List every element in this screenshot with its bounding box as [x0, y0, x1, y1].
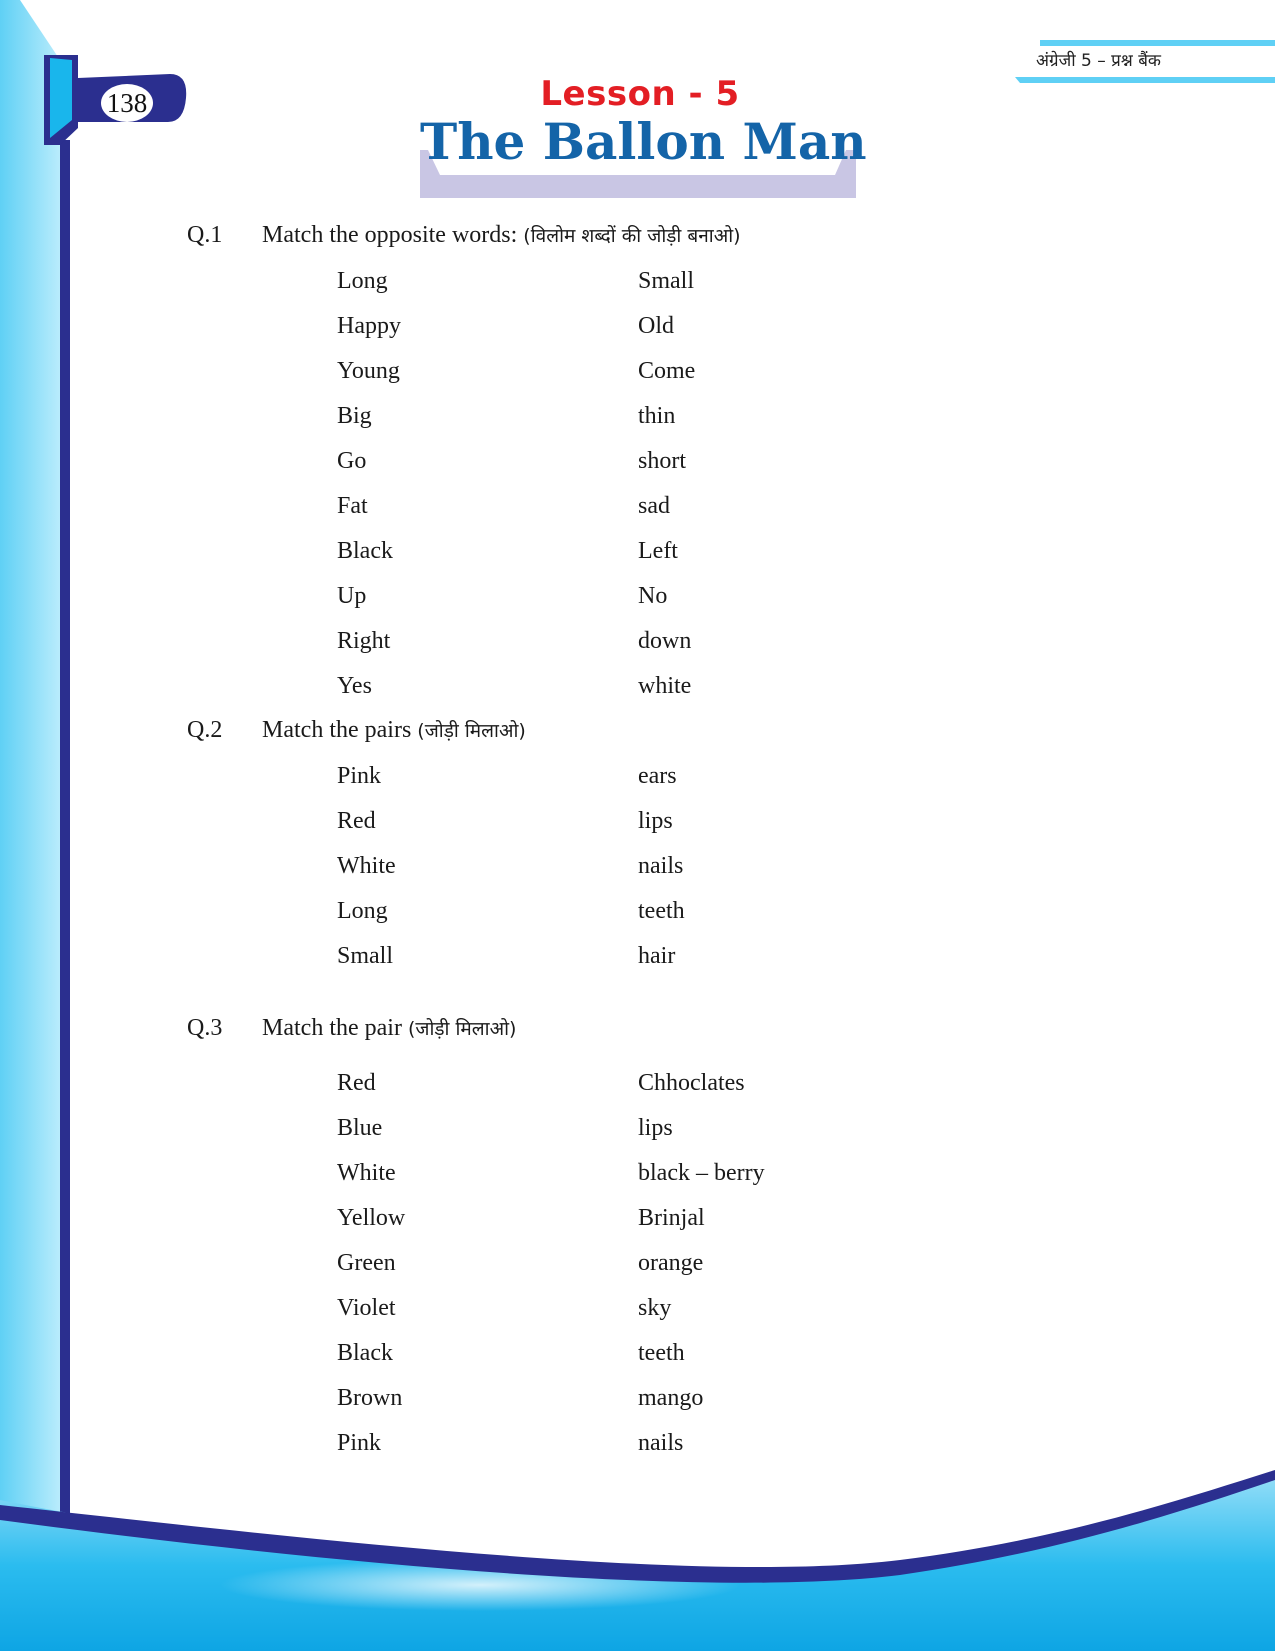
pair-right: down — [638, 628, 692, 654]
pair-left: Up — [337, 583, 367, 609]
pair-right: Left — [638, 538, 678, 564]
pair-right: thin — [638, 403, 676, 429]
pair-right: nails — [638, 1430, 684, 1456]
question-prompt-english: Match the pairs — [262, 717, 412, 743]
pair-right: mango — [638, 1385, 704, 1411]
pair-left: Happy — [337, 313, 401, 339]
pair-left: Yellow — [337, 1205, 406, 1231]
pair-right: lips — [638, 1115, 673, 1141]
question-label: Q.1 — [187, 222, 223, 248]
pair-left: Pink — [337, 1430, 382, 1456]
pair-left: Black — [337, 538, 393, 564]
question-prompt-hindi: (विलोम शब्दों की जोड़ी बनाओ) — [523, 225, 741, 247]
pair-left: Black — [337, 1340, 393, 1366]
pair-left: Red — [337, 808, 376, 834]
pair-left: Long — [337, 268, 388, 294]
pair-right: teeth — [638, 1340, 685, 1366]
question-prompt — [262, 222, 741, 249]
left-bar — [60, 140, 70, 1520]
question-label: Q.3 — [187, 1015, 223, 1041]
question-prompt-english: Match the opposite words: — [262, 222, 518, 248]
pair-right: ears — [638, 763, 677, 789]
question-prompt-hindi: (जोड़ी मिलाओ) — [417, 720, 526, 742]
pair-left: Violet — [337, 1295, 396, 1321]
pair-right: lips — [638, 808, 673, 834]
pair-right: sky — [638, 1295, 672, 1321]
pair-right: black – berry — [638, 1160, 765, 1186]
pair-right: Brinjal — [638, 1205, 705, 1231]
pair-right: teeth — [638, 898, 685, 924]
pair-left: Fat — [337, 493, 368, 519]
pair-left: Long — [337, 898, 388, 924]
left-panel — [0, 0, 60, 1651]
pair-left: Young — [337, 358, 400, 384]
pair-right: hair — [638, 943, 676, 969]
running-header: अंग्रेजी 5 – प्रश्न बैंक — [1036, 51, 1161, 71]
pair-right: No — [638, 583, 668, 609]
pair-left: Blue — [337, 1115, 383, 1141]
question-prompt — [262, 717, 526, 744]
lesson-title: The Ballon Man — [420, 112, 867, 171]
pair-left: Go — [337, 448, 367, 474]
pair-right: nails — [638, 853, 684, 879]
pair-left: Small — [337, 943, 394, 969]
header-line-top — [1040, 40, 1275, 46]
pair-right: Chhoclates — [638, 1070, 745, 1096]
pair-left: Big — [337, 403, 372, 429]
pair-right: Old — [638, 313, 674, 339]
pair-left: Right — [337, 628, 391, 654]
pair-left: White — [337, 853, 396, 879]
pair-left: Brown — [337, 1385, 403, 1411]
page-number: 138 — [101, 84, 153, 122]
question-prompt-hindi: (जोड़ी मिलाओ) — [407, 1018, 517, 1040]
question-label: Q.2 — [187, 717, 223, 743]
pair-right: Come — [638, 358, 696, 384]
pair-right: short — [638, 448, 686, 474]
question-prompt-english: Match the pair — [262, 1015, 402, 1041]
lesson-number: Lesson - 5 — [540, 74, 740, 114]
pair-left: Green — [337, 1250, 396, 1276]
pair-left: White — [337, 1160, 396, 1186]
pair-right: white — [638, 673, 692, 699]
header-line-bottom — [1015, 77, 1275, 83]
pair-left: Red — [337, 1070, 376, 1096]
pair-left: Pink — [337, 763, 382, 789]
pair-right: orange — [638, 1250, 704, 1276]
pair-right: Small — [638, 268, 695, 294]
pair-right: sad — [638, 493, 670, 519]
question-prompt — [262, 1015, 516, 1042]
pair-left: Yes — [337, 673, 372, 699]
